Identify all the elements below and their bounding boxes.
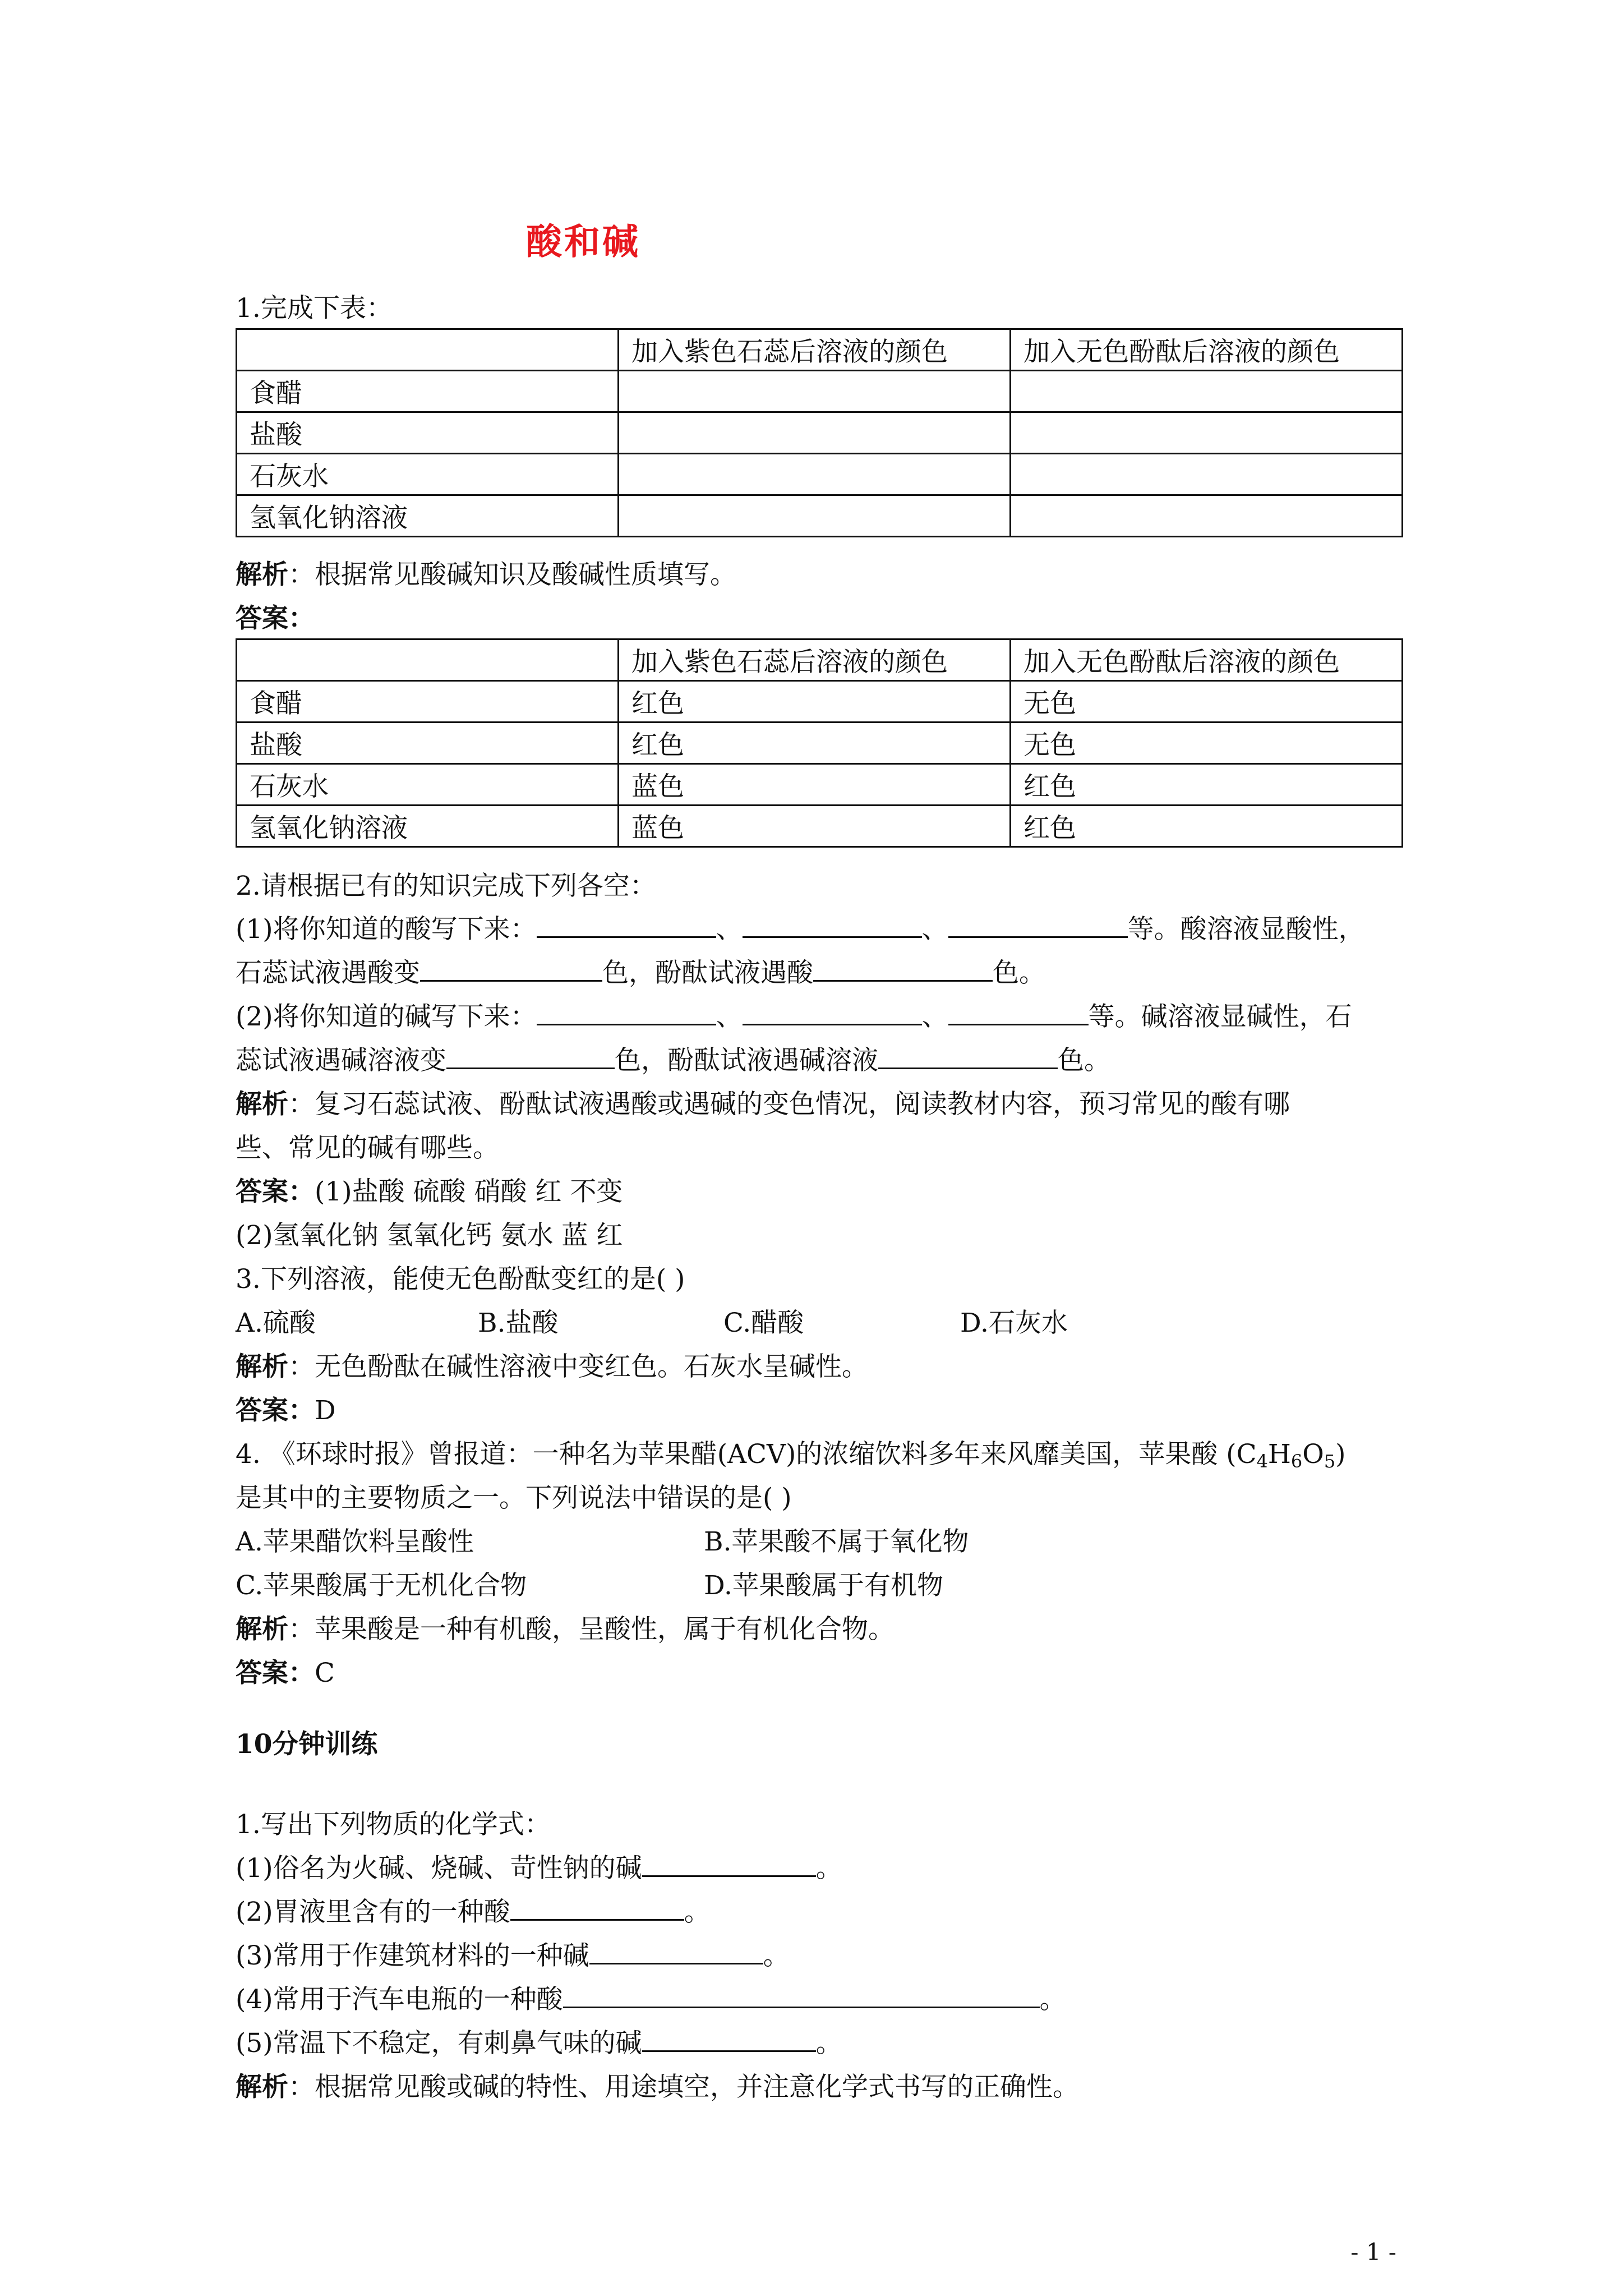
analysis-text: ：复习石蕊试液、酚酞试液遇酸或遇碱的变色情况，阅读教材内容，预习常见的酸有哪 [288, 1089, 1290, 1120]
s1-item-1 [236, 1849, 842, 1888]
answer-blank[interactable] [642, 2027, 816, 2052]
s1-item-4 [236, 1980, 1066, 2019]
answer-blank[interactable] [446, 1044, 615, 1069]
table-cell: 无色 [1010, 723, 1402, 764]
q4-analysis [236, 1610, 895, 1649]
table-cell: 石灰水 [237, 454, 619, 495]
text: 色，酚酞试液遇酸 [602, 958, 813, 988]
s1-item-3 [236, 1936, 790, 1976]
q3-option-a: A.硫酸 [236, 1308, 316, 1338]
text: H [1267, 1439, 1291, 1470]
table-cell [237, 329, 619, 371]
answer-label: 答案： [236, 1658, 315, 1688]
q2-analysis-line2: 些、常见的碱有哪些。 [236, 1133, 499, 1163]
text: 等。碱溶液显碱性，石 [1088, 1001, 1352, 1032]
answer-blank[interactable] [420, 956, 602, 982]
text: (2)胃液里含有的一种酸 [236, 1897, 510, 1927]
table-row [237, 723, 1403, 764]
text: (4)常用于汽车电瓶的一种酸 [236, 1984, 563, 2015]
subscript: 5 [1324, 1451, 1336, 1472]
answer-blank[interactable] [537, 1000, 716, 1025]
text: 。 [763, 1940, 790, 1971]
answer-blank[interactable] [563, 1983, 1040, 2008]
text: 。 [815, 2028, 842, 2059]
text: 。 [1039, 1984, 1066, 2015]
answer-blank[interactable] [878, 1044, 1058, 1069]
q4-option-d: D.苹果酸属于有机物 [704, 1570, 943, 1601]
q2-part2-line1 [236, 997, 1352, 1037]
q3-answer [236, 1391, 336, 1430]
s1-prompt: 1.写出下列物质的化学式： [236, 1809, 551, 1840]
text: 色。 [1058, 1045, 1110, 1076]
q4-option-a: A.苹果醋饮料呈酸性 [236, 1526, 474, 1557]
q1-analysis [236, 555, 736, 595]
text: 、 [921, 914, 948, 945]
table-cell: 盐酸 [237, 723, 619, 764]
section-heading: 10分钟训练 [236, 1729, 378, 1760]
table-cell: 加入紫色石蕊后溶液的颜色 [618, 639, 1010, 681]
q2-analysis-line1 [236, 1085, 1290, 1124]
table-row [237, 371, 1403, 412]
table-cell: 氢氧化钠溶液 [237, 806, 619, 847]
table-row [237, 454, 1403, 495]
table-row [237, 681, 1403, 723]
analysis-text: ：根据常见酸碱知识及酸碱性质填写。 [288, 559, 736, 590]
q4-prompt-line2: 是其中的主要物质之一。下列说法中错误的是( ) [236, 1483, 792, 1513]
answer-blank[interactable] [510, 1895, 684, 1921]
analysis-label: 解析 [236, 2072, 288, 2102]
table-row [237, 764, 1403, 806]
answer-text: C [315, 1658, 335, 1688]
answer-text: D [315, 1395, 336, 1426]
analysis-text: ：无色酚酞在碱性溶液中变红色。石灰水呈碱性。 [288, 1351, 868, 1382]
text: 、 [716, 914, 743, 945]
table-cell: 加入无色酚酞后溶液的颜色 [1010, 329, 1402, 371]
answer-blank[interactable] [589, 1939, 763, 1964]
table-cell: 无色 [1010, 681, 1402, 723]
text: (1)将你知道的酸写下来： [236, 914, 537, 945]
answer-label: 答案： [236, 1395, 315, 1426]
text: 。 [815, 1853, 842, 1884]
q2-part2-line2 [236, 1041, 1110, 1080]
q1-table [236, 328, 1403, 537]
table-cell: 加入无色酚酞后溶液的颜色 [1010, 639, 1402, 681]
answer-blank[interactable] [813, 956, 993, 982]
text: 石蕊试液遇酸变 [236, 958, 420, 988]
text: (1)俗名为火碱、烧碱、苛性钠的碱 [236, 1853, 642, 1884]
table-cell: 食醋 [237, 371, 619, 412]
answer-blank[interactable] [948, 913, 1128, 938]
table-cell: 加入紫色石蕊后溶液的颜色 [618, 329, 1010, 371]
subscript: 4 [1256, 1451, 1268, 1472]
text: (5)常温下不稳定，有刺鼻气味的碱 [236, 2028, 642, 2059]
answer-label: 答案： [236, 1176, 315, 1207]
text: (2)将你知道的碱写下来： [236, 1001, 537, 1032]
table-row [237, 495, 1403, 537]
q2-part1-line2 [236, 954, 1045, 993]
text: 色。 [993, 958, 1045, 988]
table-cell: 蓝色 [618, 764, 1010, 806]
text: 4. 《环球时报》曾报道：一种名为苹果醋(ACV)的浓缩饮料多年来风靡美国，苹果酸 (C [236, 1439, 1257, 1470]
text: 蕊试液遇碱溶液变 [236, 1045, 446, 1076]
table-cell: 红色 [1010, 764, 1402, 806]
table-cell: 红色 [1010, 806, 1402, 847]
q2-answer-line1 [236, 1172, 623, 1212]
text: ) [1335, 1439, 1346, 1470]
q1-answer-label: 答案： [236, 603, 315, 634]
answer-blank[interactable] [948, 1000, 1089, 1025]
q3-option-c: C.醋酸 [723, 1308, 804, 1338]
table-row [237, 329, 1403, 371]
text: 等。酸溶液显酸性， [1127, 914, 1365, 945]
q2-part1-line1 [236, 910, 1365, 949]
answer-blank[interactable] [743, 1000, 922, 1025]
s1-item-2 [236, 1893, 711, 1932]
q3-option-b: B.盐酸 [478, 1308, 559, 1338]
table-row [237, 412, 1403, 454]
text: (3)常用于作建筑材料的一种碱 [236, 1940, 589, 1971]
text: 、 [921, 1001, 948, 1032]
table-cell: 蓝色 [618, 806, 1010, 847]
table-cell: 红色 [618, 681, 1010, 723]
q4-option-b: B.苹果酸不属于氧化物 [704, 1526, 969, 1557]
s1-analysis [236, 2068, 1079, 2107]
table-row [237, 806, 1403, 847]
analysis-label: 解析 [236, 559, 288, 590]
analysis-text: ：苹果酸是一种有机酸，呈酸性，属于有机化合物。 [288, 1614, 895, 1645]
q3-analysis [236, 1347, 868, 1387]
table-cell: 红色 [618, 723, 1010, 764]
text: 、 [716, 1001, 743, 1032]
page-number: - 1 - [1350, 2238, 1396, 2266]
page-title: 酸和碱 [526, 221, 640, 263]
q2-prompt: 2.请根据已有的知识完成下列各空： [236, 871, 656, 901]
q1-prompt: 1.完成下表： [236, 293, 393, 324]
table-cell: 石灰水 [237, 764, 619, 806]
s1-item-5 [236, 2024, 842, 2063]
analysis-label: 解析 [236, 1351, 288, 1382]
q4-answer [236, 1654, 335, 1693]
table-cell: 食醋 [237, 681, 619, 723]
text: O [1302, 1439, 1324, 1470]
table-cell: 盐酸 [237, 412, 619, 454]
q4-option-c: C.苹果酸属于无机化合物 [236, 1570, 527, 1601]
analysis-label: 解析 [236, 1614, 288, 1645]
q4-prompt-line1 [236, 1435, 1346, 1481]
q2-answer-line2: (2)氢氧化钠 氢氧化钙 氨水 蓝 红 [236, 1220, 623, 1251]
q3-prompt: 3.下列溶液，能使无色酚酞变红的是( ) [236, 1264, 685, 1295]
table-cell [237, 639, 619, 681]
q3-option-d: D.石灰水 [960, 1308, 1068, 1338]
table-row [237, 639, 1403, 681]
analysis-text: ：根据常见酸或碱的特性、用途填空，并注意化学式书写的正确性。 [288, 2072, 1079, 2102]
answer-text: (1)盐酸 硫酸 硝酸 红 不变 [315, 1176, 623, 1207]
text: 色，酚酞试液遇碱溶液 [615, 1045, 878, 1076]
text: 。 [684, 1897, 711, 1927]
answer-blank[interactable] [537, 913, 716, 938]
answer-blank[interactable] [642, 1852, 816, 1877]
table-cell: 氢氧化钠溶液 [237, 495, 619, 537]
answer-blank[interactable] [743, 913, 922, 938]
analysis-label: 解析 [236, 1089, 288, 1120]
q1-answer-table [236, 638, 1403, 848]
subscript: 6 [1290, 1451, 1303, 1472]
